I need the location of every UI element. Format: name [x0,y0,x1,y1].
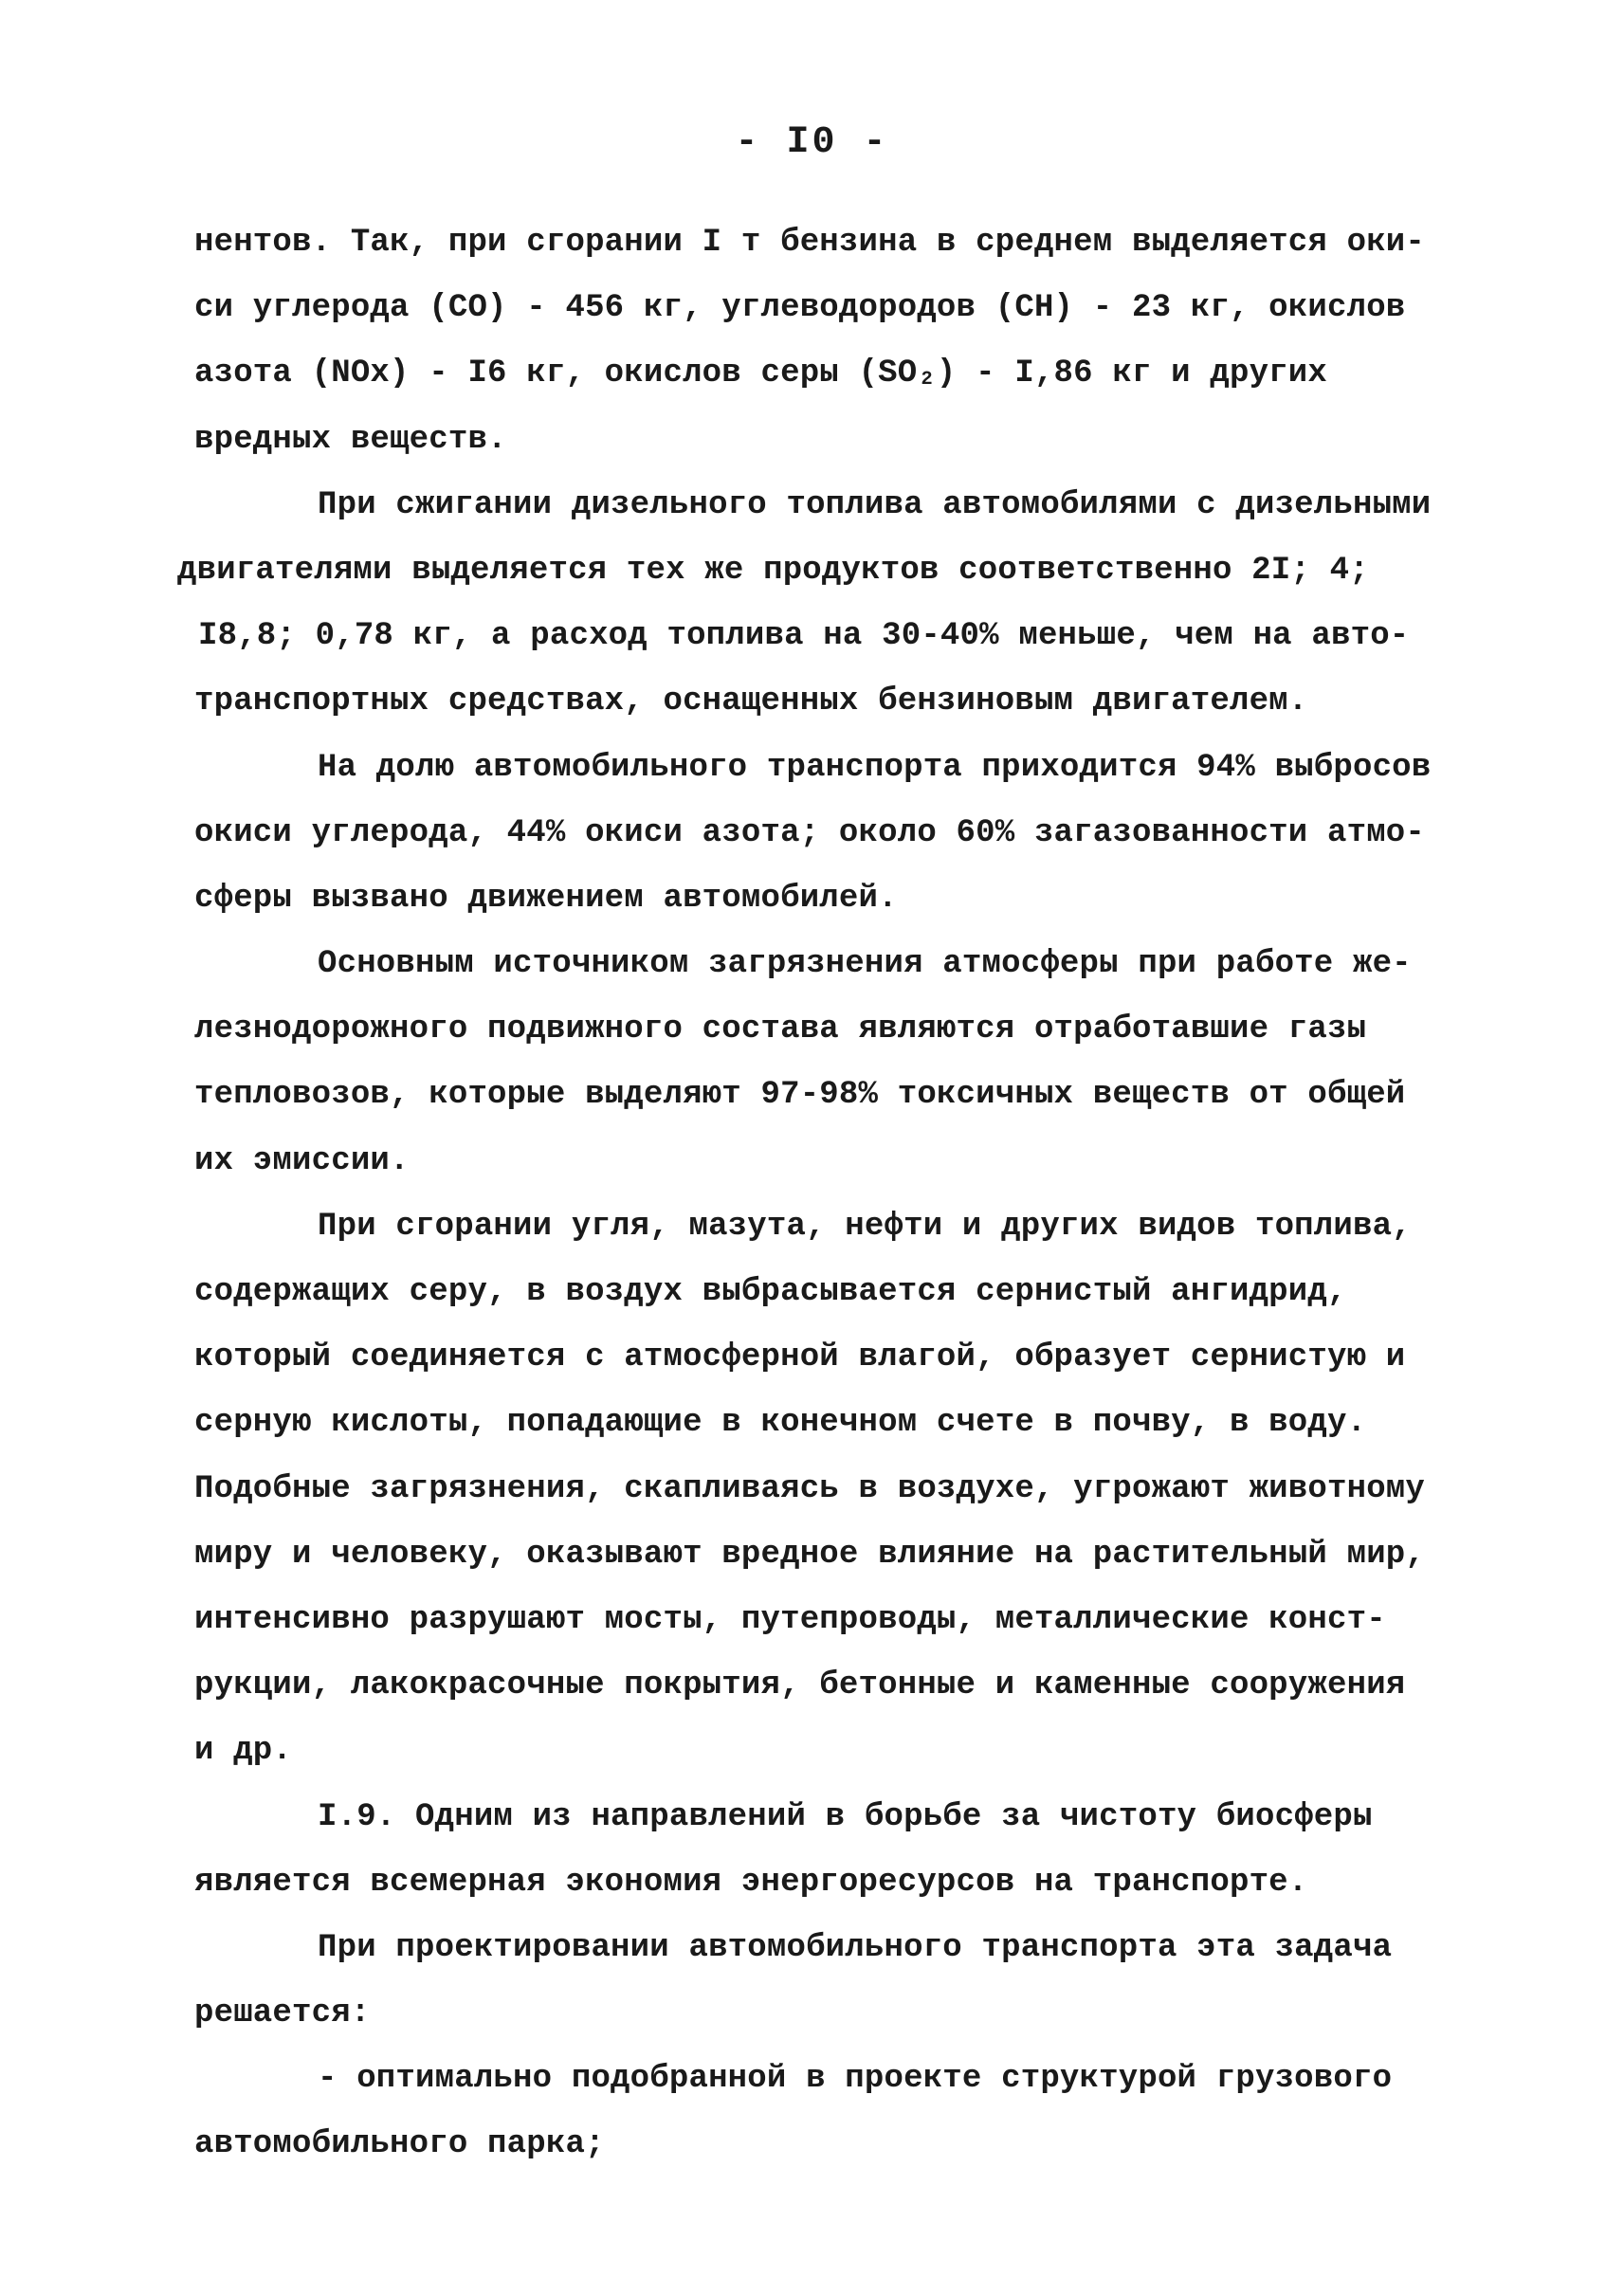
text-line: серную кислоты, попадающие в конечном счете в почву, в воду. [194,1405,1367,1442]
text-line: азота (NOx) - I6 кг, окислов серы (SO₂) - I,86 кг и других [194,355,1327,392]
text-line: является всемерная экономия энергоресурсов на транспорте. [194,1864,1308,1901]
page-number: - I0 - [735,121,889,164]
paragraph-first-line: При сгорании угля, мазута, нефти и других видов топлива, [318,1208,1412,1245]
text-line: который соединяется с атмосферной влагой, образует сернистую и [194,1339,1406,1376]
text-line: тепловозов, которые выделяют 97-98% токсичных веществ от общей [194,1077,1406,1114]
text-line: нентов. Так, при сгорании I т бензина в среднем выделяется оки- [194,225,1426,261]
text-line: и др. [194,1733,293,1770]
text-line: миру и человеку, оказывают вредное влияние на растительный мир, [194,1536,1426,1573]
text-line: I8,8; 0,78 кг, а расход топлива на 30-40% меньше, чем на авто- [198,618,1410,655]
text-line: их эмиссии. [194,1142,410,1179]
text-line: лезнодорожного подвижного состава являются отработавшие газы [194,1011,1367,1048]
text-line: транспортных средствах, оснащенных бензиновым двигателем. [194,683,1308,720]
paragraph-first-line: Основным источником загрязнения атмосферы при работе же- [318,946,1412,983]
paragraph-first-line: При сжигании дизельного топлива автомобилями с дизельными [318,486,1432,523]
text-line: Подобные загрязнения, скапливаясь в воздухе, угрожают животному [194,1470,1426,1507]
section-heading-line: I.9. Одним из направлений в борьбе за чистоту биосферы [318,1798,1373,1835]
paragraph-first-line: На долю автомобильного транспорта приходится 94% выбросов [318,749,1432,786]
text-line: автомобильного парка; [194,2126,605,2163]
paragraph-first-line: При проектировании автомобильного транспорта эта задача [318,1929,1393,1966]
text-line: решается: [194,1995,371,2032]
list-item-line: - оптимально подобранной в проекте структурой грузового [318,2061,1393,2098]
text-line: си углерода (CO) - 456 кг, углеводородов (CH) - 23 кг, окислов [194,290,1406,327]
text-line: вредных веществ. [194,421,507,458]
body-text [177,210,1436,2178]
text-line: окиси углерода, 44% окиси азота; около 60% загазованности атмо- [194,814,1426,851]
text-line: содержащих серу, в воздух выбрасывается сернистый ангидрид, [194,1274,1347,1310]
text-line: интенсивно разрушают мосты, путепроводы, металлические конст- [194,1601,1386,1638]
text-line: сферы вызвано движением автомобилей. [194,880,898,917]
text-line: рукции, лакокрасочные покрытия, бетонные и каменные сооружения [194,1667,1406,1704]
text-line: двигателями выделяется тех же продуктов соответственно 2I; 4; [177,552,1369,589]
